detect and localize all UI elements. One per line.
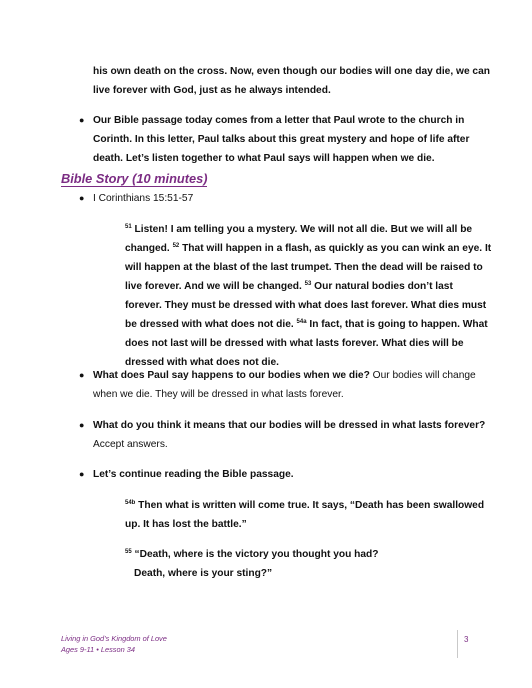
page-number-divider [457, 630, 458, 658]
heading-underline [61, 186, 207, 187]
question-1: What does Paul say happens to our bodies when we die? Our bodies will change [93, 370, 476, 381]
footer [61, 633, 167, 655]
verse-number: 52 [172, 243, 180, 249]
passage-line-3: death. Let’s listen together to what Paul says will happen when we die. [93, 153, 435, 164]
section-heading [61, 170, 207, 188]
scripture-line: dressed with what does not die. [125, 357, 279, 368]
bullet-icon: ● [79, 115, 85, 125]
passage-line-1: Our Bible passage today comes from a letter that Paul wrote to the church in [93, 115, 465, 126]
verse-number: 51 [125, 224, 132, 230]
footer-title: Living in God’s Kingdom of Love [61, 634, 167, 643]
page-number: 3 [464, 635, 469, 644]
verse-number: 54b [125, 500, 136, 506]
question-2: What do you think it means that our bodies will be dressed in what lasts forever? [93, 420, 486, 431]
bullet-icon: ● [79, 469, 85, 479]
bullet-icon: ● [79, 420, 85, 430]
scripture-line: forever. They must be dressed with what does last forever. What dies must [125, 300, 487, 311]
scripture-line: does not last will be dressed with what lasts forever. What dies will be [125, 338, 464, 349]
scripture-line: up. It has lost the battle.” [125, 519, 247, 530]
intro-line-1: his own death on the cross. Now, even though our bodies will one day die, we can [93, 66, 490, 77]
scripture-line: be dressed with what does not die. $^{54a}$ In fact, that is going to happen. What [125, 319, 488, 330]
scripture-line: $^{55}$ “Death, where is the victory you thought you had? [125, 549, 379, 560]
scripture-line: $^{54b}$ Then what is written will come true. It says, “Death has been swallowed [125, 500, 485, 511]
verse-number: 55 [125, 549, 132, 555]
scripture-line: will happen at the blast of the last trumpet. Then the dead will be raised to [125, 262, 483, 273]
scripture-line: live forever. And we will be changed. $^{53}$ Our natural bodies don’t last [125, 281, 453, 292]
footer-lesson: Ages 9-11 • Lesson 34 [61, 645, 135, 654]
section-heading-text: Bible Story (10 minutes) [61, 171, 208, 186]
answer-2: Accept answers. [93, 439, 168, 450]
intro-line-2: live forever with God, just as he always intended. [93, 85, 331, 96]
scripture-line: $^{51}$ Listen! I am telling you a mystery. We will not all die. But we will all be [125, 224, 473, 235]
bullet-icon: ● [79, 370, 85, 380]
verse-number: 54a [296, 319, 307, 325]
scripture-reference: I Corinthians 15:51-57 [93, 193, 194, 204]
bullet-icon: ● [79, 193, 85, 203]
scripture-line: changed. $^{52}$ That will happen in a flash, as quickly as you can wink an eye. It [125, 243, 492, 254]
scripture-line: Death, where is your sting?” [134, 568, 273, 579]
verse-number: 53 [304, 281, 312, 287]
answer-1: when we die. They will be dressed in what lasts forever. [93, 389, 344, 400]
passage-line-2: Corinth. In this letter, Paul talks about this great mystery and hope of life after [93, 134, 470, 145]
continue-reading: Let’s continue reading the Bible passage. [93, 469, 294, 480]
